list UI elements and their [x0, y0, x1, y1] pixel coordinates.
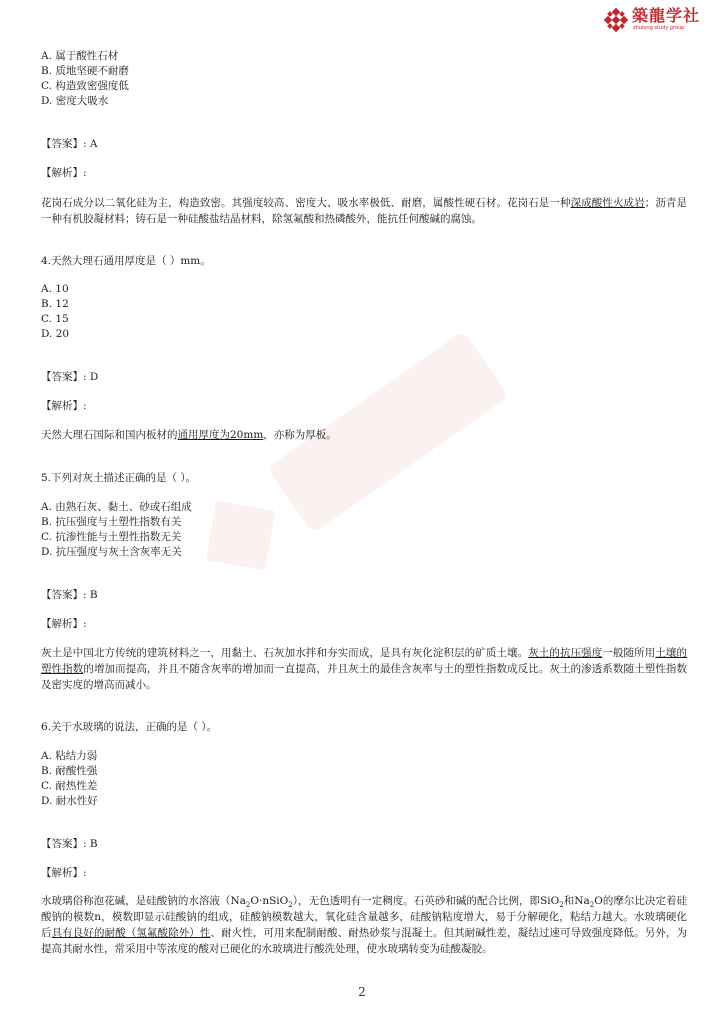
q6-analysis-text: 水玻璃俗称泡花碱，是硅酸钠的水溶液$(Na_2O\cdot nSiO_2)$，无色透明有一定稠度。石英砂和碱的配合比例，即SiO$_2$和$Na_2O$的摩尔比决定着硅酸钠的模数n，模数即显示硅酸钠的组成，硅酸钠模数越大，氧化硅含量越多，硅酸钠粘度增大，易于分解硬化，粘结力越大。水玻璃硬化后具有良好的耐酸（氢氟酸除外）性、耐火性，可用来配制耐酸、耐热砂浆与混凝土。但其耐碱性差，凝结过速可导致强度降低。另外，为提高其耐水性，常采用中等浓度的酸对已硬化的水玻璃进行酸洗处理，使水玻璃转变为硅酸凝胶。 — [41, 895, 688, 955]
q4-question: 4.天然大理石通用厚度是（ ）mm。 — [41, 255, 211, 267]
q5-question: 5.下列对灰土描述正确的是（ ）。 — [41, 472, 197, 484]
q5-answer: 【答案】: B — [41, 589, 98, 601]
q3-option-c: C. 构造致密强度低 — [41, 80, 129, 92]
q6-option-c: C. 耐热性差 — [41, 780, 98, 792]
q5-option-d: D. 抗压强度与灰土含灰率无关 — [41, 546, 182, 558]
q3-answer: 【答案】: A — [41, 138, 98, 150]
q5-option-a: A. 由熟石灰、黏土、砂或石组成 — [41, 501, 192, 513]
q6-option-b: B. 耐酸性强 — [41, 765, 98, 777]
q4-analysis-label: 【解析】: — [41, 400, 87, 412]
brand-name: 築龍学社 — [632, 6, 701, 25]
q4-analysis-text: 天然大理石国际和国内板材的通用厚度为20mm，亦称为厚板。 — [41, 429, 337, 441]
q3-option-b: B. 质地坚硬不耐磨 — [41, 65, 129, 77]
flower-logo-icon — [604, 8, 628, 32]
q5-option-c: C. 抗渗性能与土塑性指数无关 — [41, 531, 182, 543]
q4-option-b: B. 12 — [41, 298, 69, 310]
q3-analysis-text: 花岗石成分以二氧化硅为主，构造致密。其强度较高、密度大、吸水率极低、耐磨，属酸性硬石材。花岗石是一种深成酸性火成岩；沥青是一种有机胶凝材料；铸石是一种硅酸盐结晶材料，除氢氟酸和热磷酸外，能抗任何酸碱的腐蚀。 — [41, 197, 688, 225]
q4-option-d: D. 20 — [41, 328, 70, 340]
q4-option-a: A. 10 — [41, 283, 69, 295]
page-number: 2 — [358, 985, 366, 999]
q5-analysis-label: 【解析】: — [41, 618, 87, 630]
q5-analysis-text: 灰土是中国北方传统的建筑材料之一，用黏土、石灰加水拌和夯实而成，是具有灰化淀积层的矿质土壤。灰土的抗压强度一般随所用土壤的塑性指数的增加而提高，并且不随含灰率的增加而一直提高，并且灰土的最佳含灰率与土的塑性指数成反比。灰土的渗透系数随土塑性指数及密实度的增高而减小。 — [41, 647, 688, 691]
q4-answer: 【答案】: D — [41, 371, 99, 383]
q4-option-c: C. 15 — [41, 313, 69, 325]
brand-logo — [604, 6, 716, 34]
q3-option-d: D. 密度大吸水 — [41, 95, 109, 107]
watermark-logo-icon — [150, 300, 550, 630]
q6-question: 6.关于水玻璃的说法，正确的是（ ）。 — [41, 721, 218, 733]
q6-answer: 【答案】: B — [41, 838, 98, 850]
q6-option-a: A. 粘结力弱 — [41, 750, 98, 762]
q3-option-a: A. 属于酸性石材 — [41, 50, 119, 62]
q6-option-d: D. 耐水性好 — [41, 795, 98, 807]
brand-subtitle: zhulong study group — [633, 25, 685, 31]
q5-option-b: B. 抗压强度与土塑性指数有关 — [41, 516, 182, 528]
q3-analysis-label: 【解析】: — [41, 167, 87, 179]
q6-analysis-label: 【解析】: — [41, 867, 87, 879]
